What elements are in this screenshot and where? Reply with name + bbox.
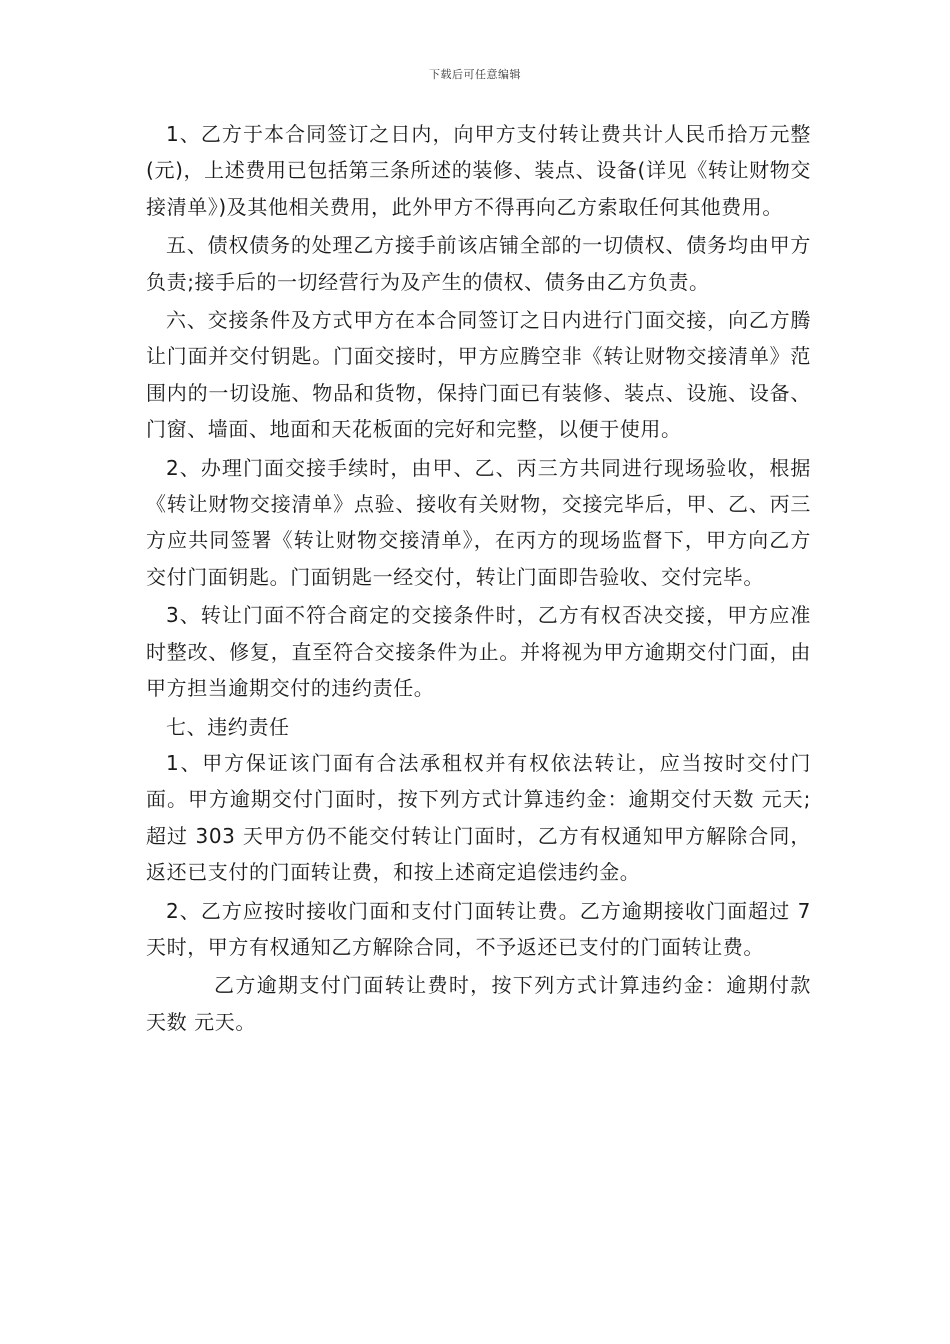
paragraph-transfer-fee: 1、乙方于本合同签订之日内，向甲方支付转让费共计人民币拾万元整(元)，上述费用已包括第三条所述的装修、装点、设备(详见《转让财物交接清单》)及其他相关费用，此外甲方不得再向乙方索取任何其他费用。 bbox=[146, 122, 811, 219]
heading-section-7-liability: 七、违约责任 bbox=[166, 714, 290, 739]
document-body bbox=[146, 116, 811, 1042]
paragraph-party-b-obligation: 2、乙方应按时接收门面和支付门面转让费。乙方逾期接收门面超过 7 天时，甲方有权通知乙方解除合同，不予返还已支付的门面转让费。 bbox=[146, 898, 811, 959]
paragraph-handover-conditions: 3、转让门面不符合商定的交接条件时，乙方有权否决交接，甲方应准时整改、修复，直至符合交接条件为止。并将视为甲方逾期交付门面，由甲方担当逾期交付的违约责任。 bbox=[146, 603, 811, 701]
paragraph-section-5-debts: 五、债权债务的处理乙方接手前该店铺全部的一切债权、债务均由甲方负责;接手后的一切经营行为及产生的债权、债务由乙方负责。 bbox=[146, 233, 811, 294]
page-header-note: 下载后可任意编辑 bbox=[429, 68, 521, 81]
paragraph-late-payment: 乙方逾期支付门面转让费时，按下列方式计算违约金：逾期付款天数 元天。 bbox=[146, 973, 811, 1034]
paragraph-handover-procedure: 2、办理门面交接手续时，由甲、乙、丙三方共同进行现场验收，根据《转让财物交接清单》点验、接收有关财物，交接完毕后，甲、乙、丙三方应共同签署《转让财物交接清单》，在丙方的现场监督下，甲方向乙方交付门面钥匙。门面钥匙一经交付，转让门面即告验收、交付完毕。 bbox=[146, 455, 811, 589]
paragraph-party-a-guarantee: 1、甲方保证该门面有合法承租权并有权依法转让，应当按时交付门面。甲方逾期交付门面时，按下列方式计算违约金：逾期交付天数 元天;超过 303 天甲方仍不能交付转让门面时，乙方有权通知甲方解除合同，返还已支付的门面转让费，和按上述商定追偿违约金。 bbox=[146, 750, 811, 885]
paragraph-section-6-handover: 六、交接条件及方式甲方在本合同签订之日内进行门面交接，向乙方腾让门面并交付钥匙。门面交接时，甲方应腾空非《转让财物交接清单》范围内的一切设施、物品和货物，保持门面已有装修、装点、设施、设备、门窗、墙面、地面和天花板面的完好和完整，以便于使用。 bbox=[146, 308, 811, 442]
